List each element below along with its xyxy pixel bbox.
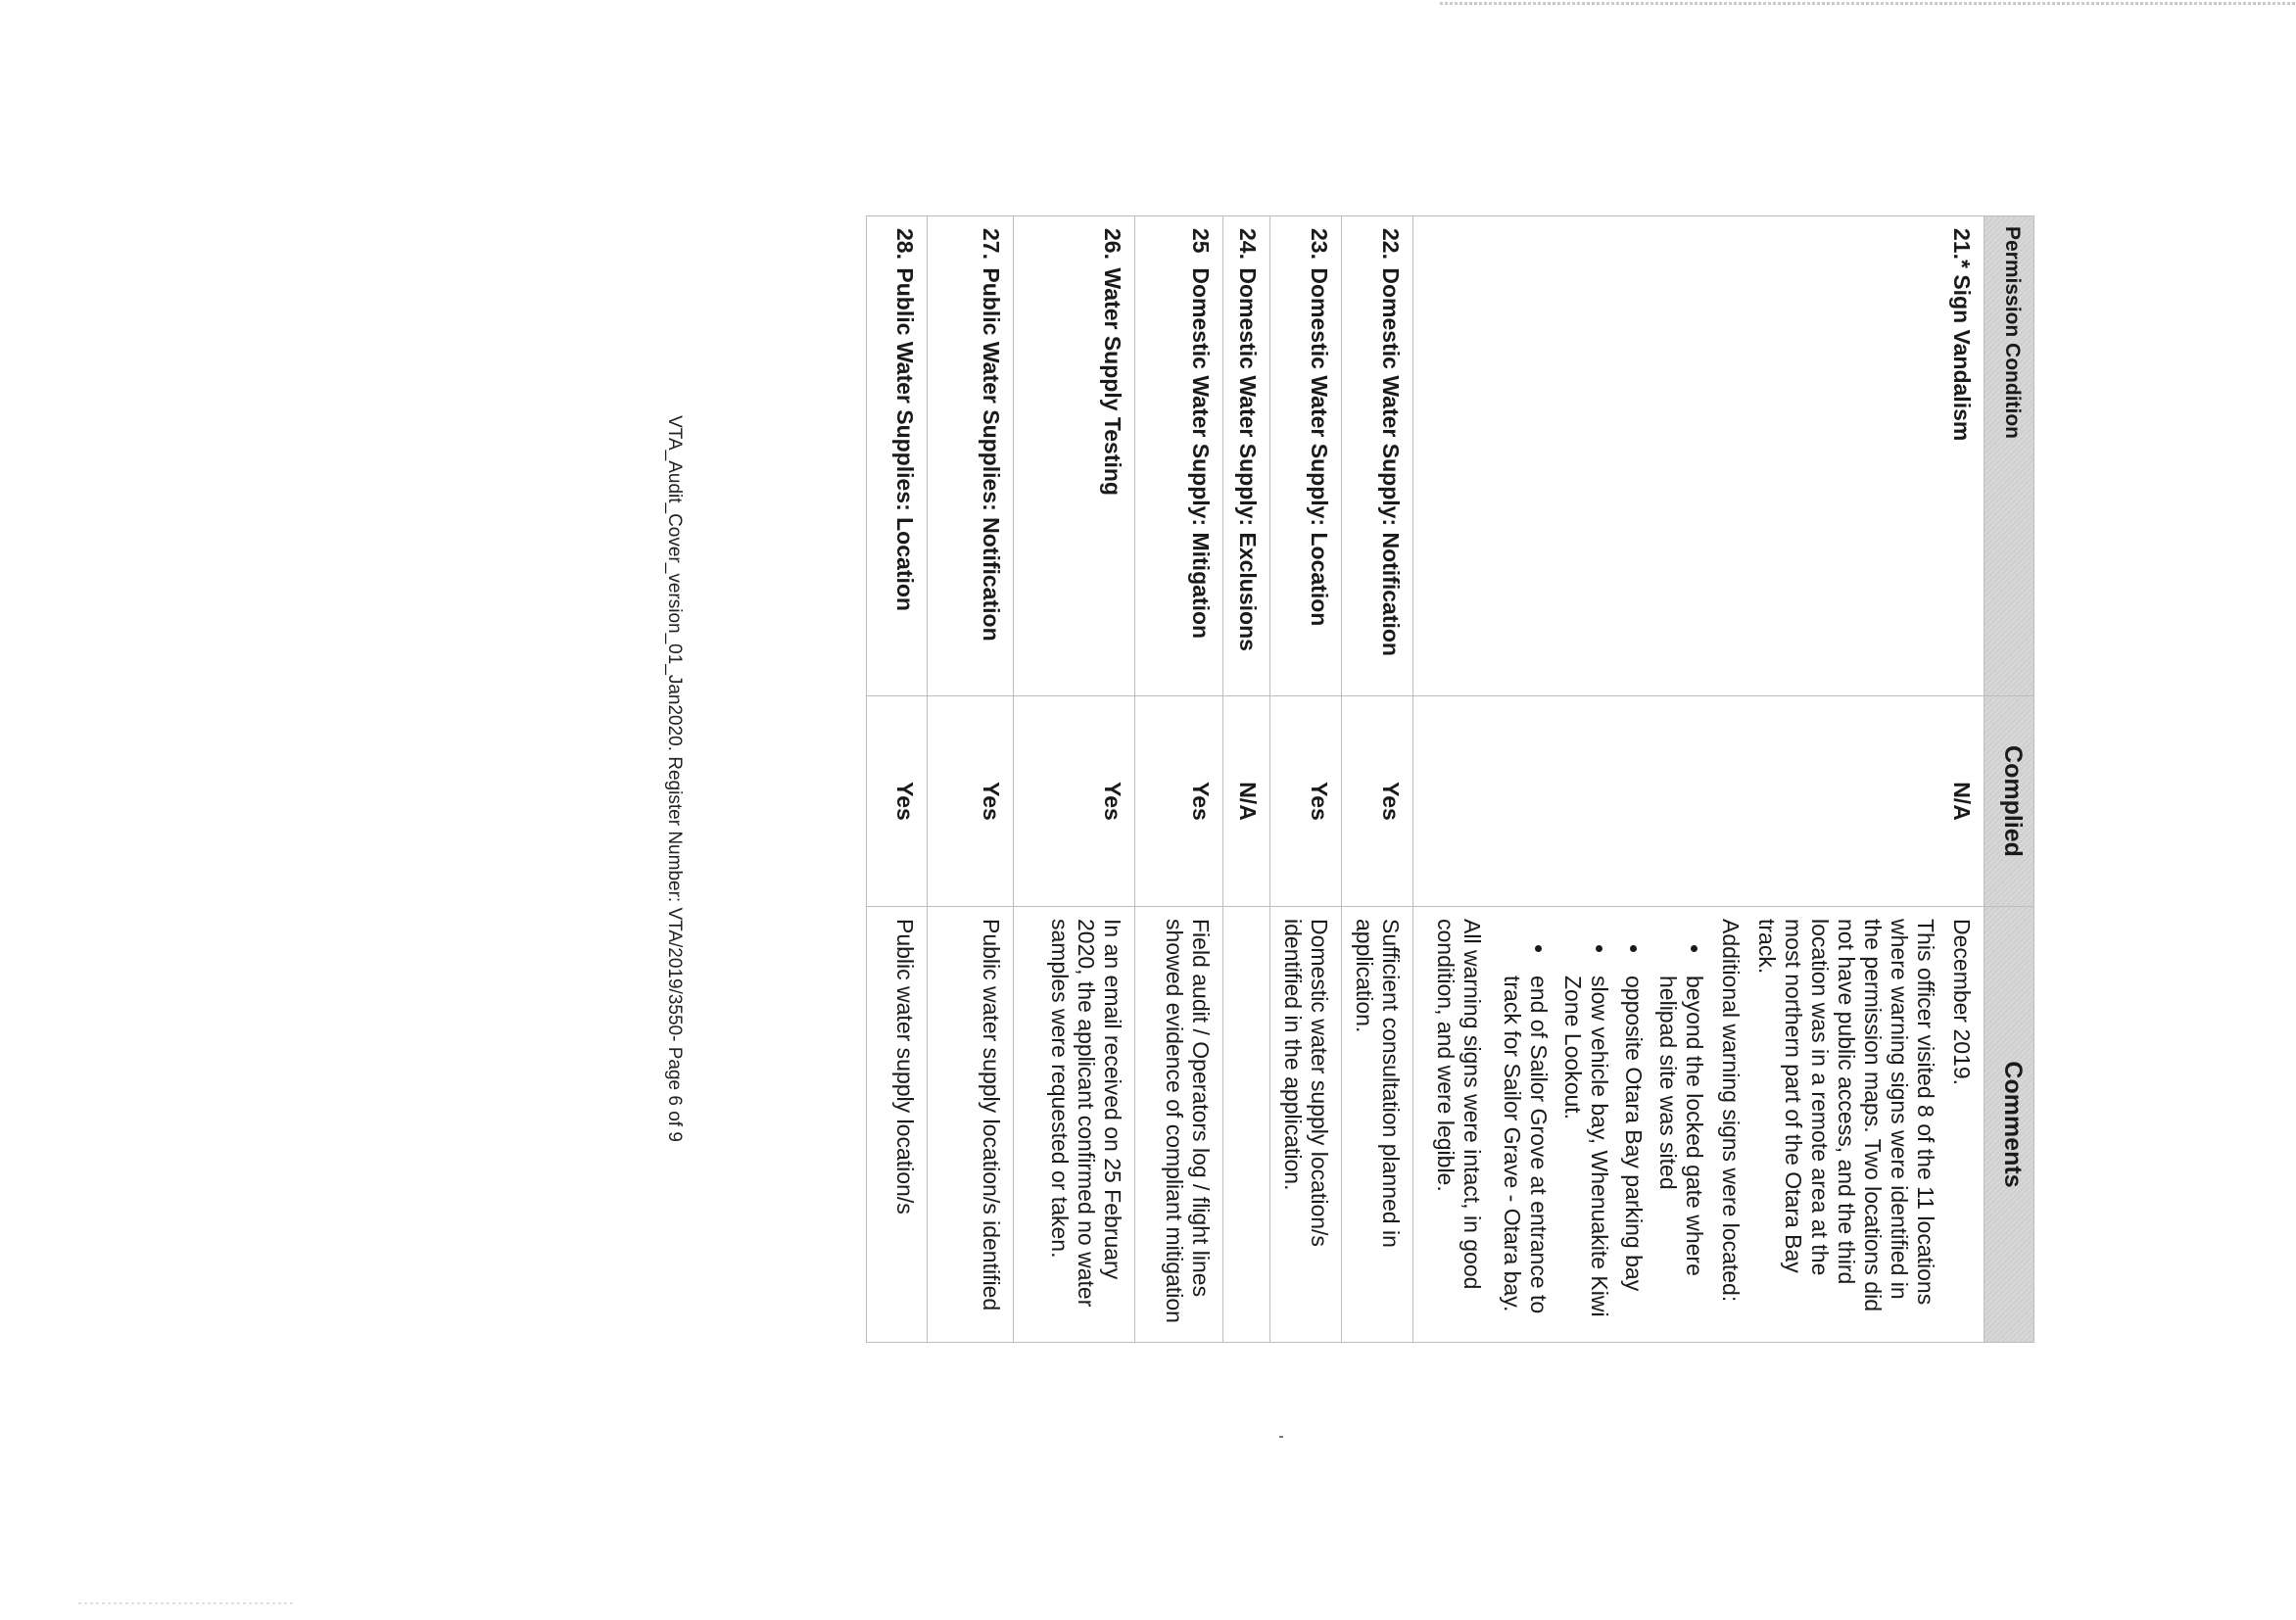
condition-cell xyxy=(1223,216,1270,696)
complied-value: N/A xyxy=(1413,696,1985,907)
scan-speck xyxy=(1279,1436,1283,1438)
comments-cell xyxy=(1413,907,1985,1343)
comment-date: December 2019. xyxy=(1949,919,1975,1086)
page-footer: VTA_Audit_Cover_version_01_Jan2020. Register Number: VTA/2019/3550- Page 6 of 9 xyxy=(664,415,685,1142)
header-comments: Comments xyxy=(1985,907,2034,1343)
condition-title: Domestic Water Supply: Exclusions xyxy=(1235,267,1261,651)
condition-title: Public Water Supplies: Notification xyxy=(979,267,1004,642)
table-row xyxy=(1135,216,1223,1343)
complied-value: N/A xyxy=(1223,696,1270,907)
condition-number: 23. xyxy=(1307,228,1332,260)
table-row xyxy=(1014,216,1135,1343)
complied-value: Yes xyxy=(928,696,1014,907)
condition-cell xyxy=(867,216,928,696)
condition-title: Domestic Water Supply: Location xyxy=(1307,267,1332,627)
table-row xyxy=(1270,216,1342,1343)
table-header-row xyxy=(1985,216,2034,1343)
complied-value: Yes xyxy=(1270,696,1342,907)
complied-value: Yes xyxy=(1342,696,1413,907)
condition-title: Sign Vandalism xyxy=(1949,274,1975,442)
complied-value: Yes xyxy=(1135,696,1223,907)
condition-number: 27. xyxy=(979,228,1004,260)
condition-number: 28. xyxy=(892,228,918,260)
list-item: • opposite Otara Bay parking bay xyxy=(1620,966,1647,1330)
condition-cell xyxy=(1342,216,1413,696)
scan-edge-top xyxy=(1440,2,2296,5)
rotated-page xyxy=(17,215,2034,1342)
comments-cell: In an email received on 25 February 2020, the applicant confirmed no water samples were requested or taken. xyxy=(1014,907,1135,1343)
comments-cell: Domestic water supply location/s identified in the application. xyxy=(1270,907,1342,1343)
comments-cell: Sufficient consultation planned in application. xyxy=(1342,907,1413,1343)
condition-cell xyxy=(928,216,1014,696)
condition-number: 25 xyxy=(1188,228,1214,254)
condition-cell xyxy=(1413,216,1985,696)
table-row xyxy=(867,216,928,1343)
header-complied: Complied xyxy=(1985,696,2034,907)
condition-number: 24. xyxy=(1235,228,1261,260)
comment-paragraph: All warning signs were intact, in good condition, and were legible. xyxy=(1433,919,1485,1290)
comments-cell xyxy=(1223,907,1270,1343)
table-row xyxy=(1413,216,1985,1343)
table-row xyxy=(1342,216,1413,1343)
permission-conditions-table xyxy=(866,215,2034,1343)
warning-sign-locations-list xyxy=(1499,919,1707,1330)
condition-cell xyxy=(1014,216,1135,696)
condition-number: 21.* xyxy=(1949,228,1975,268)
complied-value: Yes xyxy=(1014,696,1135,907)
condition-number: 26. xyxy=(1100,228,1125,260)
scan-edge-bottom xyxy=(78,1602,294,1604)
condition-number: 22. xyxy=(1378,228,1404,260)
list-item: • slow vehicle bay, Whenuakite Kiwi Zone Lookout. xyxy=(1559,966,1612,1330)
condition-cell xyxy=(1135,216,1223,696)
comment-paragraph: This officer visited 8 of the 11 locations where warning signs were identified in the permission maps. Two locations did not have public access, and the third location was in a remote area at the most northern part of the Otara Bay track. xyxy=(1754,919,1938,1311)
comment-paragraph: Additional warning signs were located: xyxy=(1718,919,1744,1303)
table-row xyxy=(1223,216,1270,1343)
complied-value: Yes xyxy=(867,696,928,907)
condition-cell xyxy=(1270,216,1342,696)
condition-title: Domestic Water Supply: Mitigation xyxy=(1188,267,1214,640)
comments-cell: Field audit / Operators log / flight lines showed evidence of compliant mitigation xyxy=(1135,907,1223,1343)
condition-title: Public Water Supplies: Location xyxy=(892,267,918,611)
comments-cell: Public water supply location/s xyxy=(867,907,928,1343)
condition-title: Domestic Water Supply: Notification xyxy=(1378,267,1404,656)
condition-title: Water Supply Testing xyxy=(1100,267,1125,496)
header-permission-condition: Permission Condition xyxy=(1985,216,2034,696)
table-row xyxy=(928,216,1014,1343)
list-item: • beyond the locked gate where helipad site was sited xyxy=(1654,966,1707,1330)
list-item: • end of Sailor Grove at entrance to track for Sailor Grave - Otara bay. xyxy=(1499,966,1552,1330)
comments-cell: Public water supply location/s identified xyxy=(928,907,1014,1343)
